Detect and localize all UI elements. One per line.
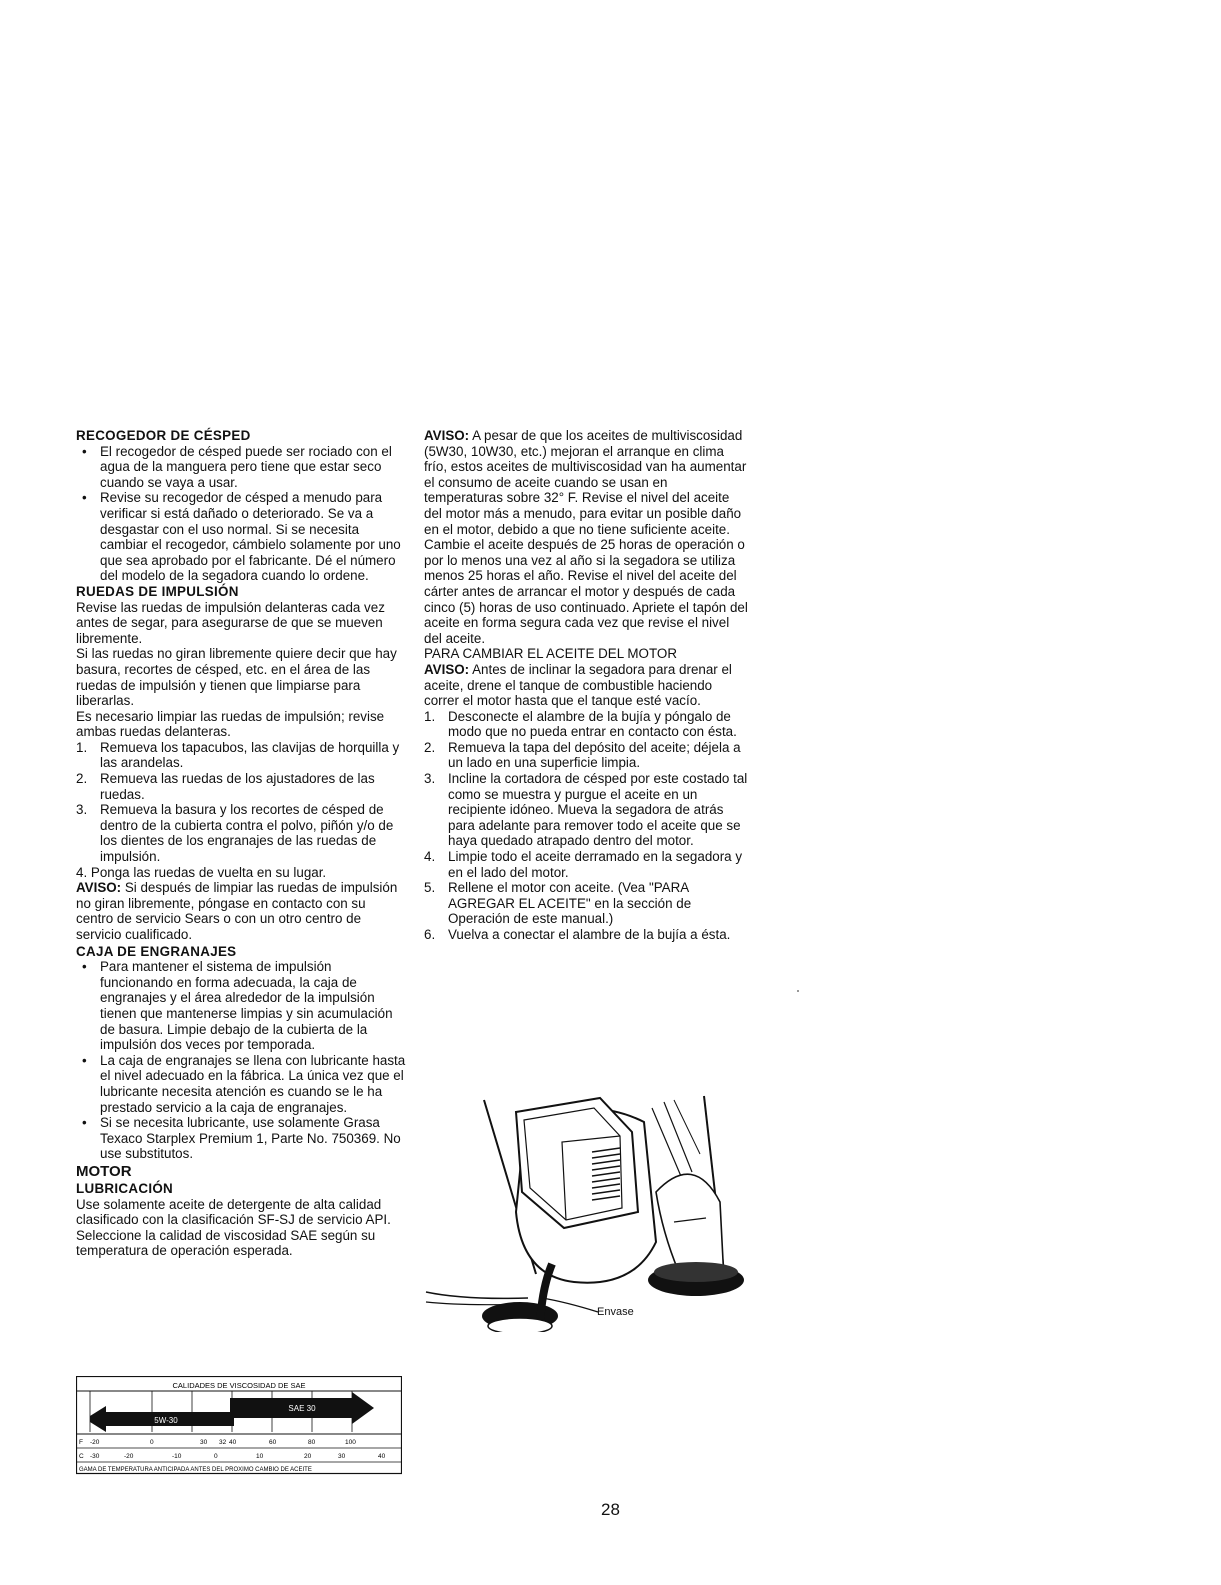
5w30-label: 5W-30: [154, 1416, 178, 1425]
aviso-paragraph: [76, 880, 406, 942]
c-tick: -30: [90, 1453, 100, 1460]
list-item: [76, 740, 406, 771]
speck: [797, 990, 799, 992]
f-tick: 80: [308, 1439, 316, 1446]
page-number: 28: [601, 1500, 620, 1519]
heading-caja: CAJA DE ENGRANAJES: [76, 943, 237, 959]
left-column: [76, 428, 406, 1259]
list-item: [76, 865, 406, 881]
recogedor-list: [76, 444, 406, 584]
list-item: [424, 849, 749, 880]
step-text: Rellene el motor con aceite. (Vea "PARA AGREGAR EL ACEITE" en la sección de Operación de este manual.): [448, 880, 692, 927]
chart-footer: GAMA DE TEMPERATURA ANTICIPADA ANTES DEL PROXIMO CAMBIO DE ACEITE: [79, 1467, 312, 1473]
sae30-label: SAE 30: [288, 1404, 316, 1413]
list-item: [424, 740, 749, 771]
step-text: Remueva los tapacubos, las clavijas de horquilla y las arandelas.: [100, 739, 400, 771]
step-number: 3.: [424, 771, 436, 787]
cambiar-steps: [424, 709, 749, 943]
figure-label: Envase: [597, 1306, 634, 1318]
step-text: Vuelva a conectar el alambre de la bujía a ésta.: [448, 927, 731, 942]
f-tick: 40: [229, 1439, 237, 1446]
aviso-label: AVISO:: [424, 428, 470, 443]
right-column: [424, 428, 749, 943]
heading-ruedas: RUEDAS DE IMPULSIÓN: [76, 583, 239, 599]
aviso-paragraph: [424, 662, 749, 709]
step-text: Incline la cortadora de césped por este costado tal como se muestra y purgue el aceite en un recipiente idóneo. Mueva la segadora de atrás para adelante para remover todo el aceite que se haya quedado atrapado dentro del motor.: [448, 771, 748, 849]
aviso-paragraph: [424, 428, 749, 537]
heading-motor: MOTOR: [76, 1162, 132, 1180]
paragraph: Es necesario limpiar las ruedas de impulsión; revise ambas ruedas delanteras.: [76, 708, 385, 740]
list-item: [424, 709, 749, 740]
c-tick: -10: [172, 1453, 182, 1460]
step-number: 1.: [76, 739, 88, 755]
paragraph: Cambie el aceite después de 25 horas de operación o por lo menos una vez al año si la segadora se utiliza menos 25 horas el año. Revise el nivel del aceite del cárter antes de arrancar el motor y después de cada cinco (5) horas de uso continuado. Apriete el tapón del aceite en forma segura cada vez que revise el nivel del aceite.: [424, 537, 748, 646]
list-item: • Revise su recogedor de césped a menudo para verificar si está dañado o deteriorado. Se va a desgastar con el uso normal. Si se necesita cambiar el recogedor, cámbielo solamente por uno que sea aprobado por el fabricante. Dé el número del modelo de la segadora cuando lo ordene.: [76, 490, 406, 584]
list-item: • La caja de engranajes se llena con lubricante hasta el nivel adecuado en la fábrica. La única vez que el lubricante necesita atención es cuando se le ha prestado servicio a la caja de engranajes.: [76, 1053, 406, 1115]
f-tick: 60: [269, 1439, 277, 1446]
c-tick: 0: [214, 1453, 218, 1460]
viscosity-chart-svg: [76, 1376, 402, 1476]
step-text: Remueva la basura y los recortes de césped de dentro de la cubierta contra el polvo, piñón y/o de los dientes de los engranajes de las ruedas de impulsión.: [100, 802, 394, 865]
heading-lubricacion: LUBRICACIÓN: [76, 1180, 174, 1196]
list-item: • Para mantener el sistema de impulsión funcionando en forma adecuada, la caja de engranajes y el área alrededor de la impulsión tienen que mantenerse limpias y sin acumulación de basura. Limpie debajo de la cubierta de la impulsión dos veces por temporada.: [76, 959, 406, 1053]
step-number: 6.: [424, 927, 436, 942]
step-text: Remueva las ruedas de los ajustadores de las ruedas.: [100, 771, 375, 802]
list-item: [424, 880, 749, 927]
aviso-text: Si después de limpiar las ruedas de impulsión no giran libremente, póngase en contacto con su centro de servicio Sears o con un otro centro de servicio cualificado.: [76, 880, 398, 942]
ruedas-steps: [76, 740, 406, 880]
aviso-text: Antes de inclinar la segadora para drenar el aceite, drene el tanque de combustible haciendo correr el motor hasta que el tanque esté vacío.: [424, 661, 732, 709]
step-text: Ponga las ruedas de vuelta en su lugar.: [90, 864, 327, 880]
c-tick: 20: [304, 1453, 312, 1460]
c-tick: 10: [256, 1453, 264, 1460]
f-tick: -20: [90, 1439, 100, 1446]
c-tick: 30: [338, 1453, 346, 1460]
step-text: Remueva la tapa del depósito del aceite; déjela a un lado en una superficie limpia.: [448, 739, 741, 771]
step-number: 4.: [424, 849, 436, 865]
c-tick: 40: [378, 1453, 386, 1460]
paragraph: Use solamente aceite de detergente de alta calidad clasificado con la clasificación SF-SJ de servicio API. Seleccione la calidad de viscosidad SAE según su temperatura de operación esperada.: [76, 1196, 391, 1259]
aviso-label: AVISO:: [424, 661, 470, 677]
step-number: 3.: [76, 802, 88, 818]
step-text: Desconecte el alambre de la bujía y póngalo de modo que no pueda entrar en contacto con ésta.: [448, 708, 737, 740]
paragraph: Si las ruedas no giran libremente quiere decir que hay basura, recortes de césped, etc. en el área de las ruedas de impulsión y tienen que limpiarse para liberarlas.: [76, 646, 397, 709]
list-item: [424, 927, 749, 943]
chart-title: CALIDADES DE VISCOSIDAD DE SAE: [172, 1381, 306, 1390]
paragraph: Revise las ruedas de impulsión delanteras cada vez antes de segar, para asegurarse de que se mueven libremente.: [76, 599, 385, 646]
list-item: [424, 771, 749, 849]
step-number: 2.: [76, 771, 88, 787]
f-label: F: [79, 1439, 83, 1446]
step-number: 4.: [76, 864, 88, 880]
f-tick: 30: [200, 1439, 208, 1446]
list-item: [76, 771, 406, 802]
aviso-text: A pesar de que los aceites de multiviscosidad (5W30, 10W30, etc.) mejoran el arranque en clima frío, estos aceites de multiviscosidad van ha aumentar el consumo de aceite cuando se usan en temperaturas sobre 32° F. Revise el nivel del aceite del motor más a menudo, para evitar un posible daño en el motor, debido a que no tiene suficiente aceite.: [424, 428, 747, 537]
heading-recogedor: RECOGEDOR DE CÉSPED: [76, 428, 251, 443]
step-number: 1.: [424, 708, 436, 724]
f-tick: 0: [150, 1439, 154, 1446]
list-item: [76, 802, 406, 864]
f-tick: 32: [219, 1439, 227, 1446]
heading-cambiar: PARA CAMBIAR EL ACEITE DEL MOTOR: [424, 646, 677, 662]
f-tick: 100: [345, 1439, 356, 1446]
viscosity-chart: [76, 1376, 402, 1476]
step-number: 2.: [424, 739, 436, 755]
list-item: • Si se necesita lubricante, use solamente Grasa Texaco Starplex Premium 1, Parte No. 750369. No use substitutos.: [76, 1115, 406, 1162]
c-label: C: [79, 1453, 84, 1460]
label-leader-line: [540, 1296, 602, 1316]
list-item: • El recogedor de césped puede ser rociado con el agua de la manguera pero tiene que estar seco cuando se vaya a usar.: [76, 444, 406, 491]
caja-list: [76, 959, 406, 1162]
c-tick: -20: [124, 1453, 134, 1460]
step-number: 5.: [424, 880, 436, 896]
aviso-label: AVISO:: [76, 880, 122, 896]
step-text: Limpie todo el aceite derramado en la segadora y en el lado del motor.: [448, 849, 743, 880]
